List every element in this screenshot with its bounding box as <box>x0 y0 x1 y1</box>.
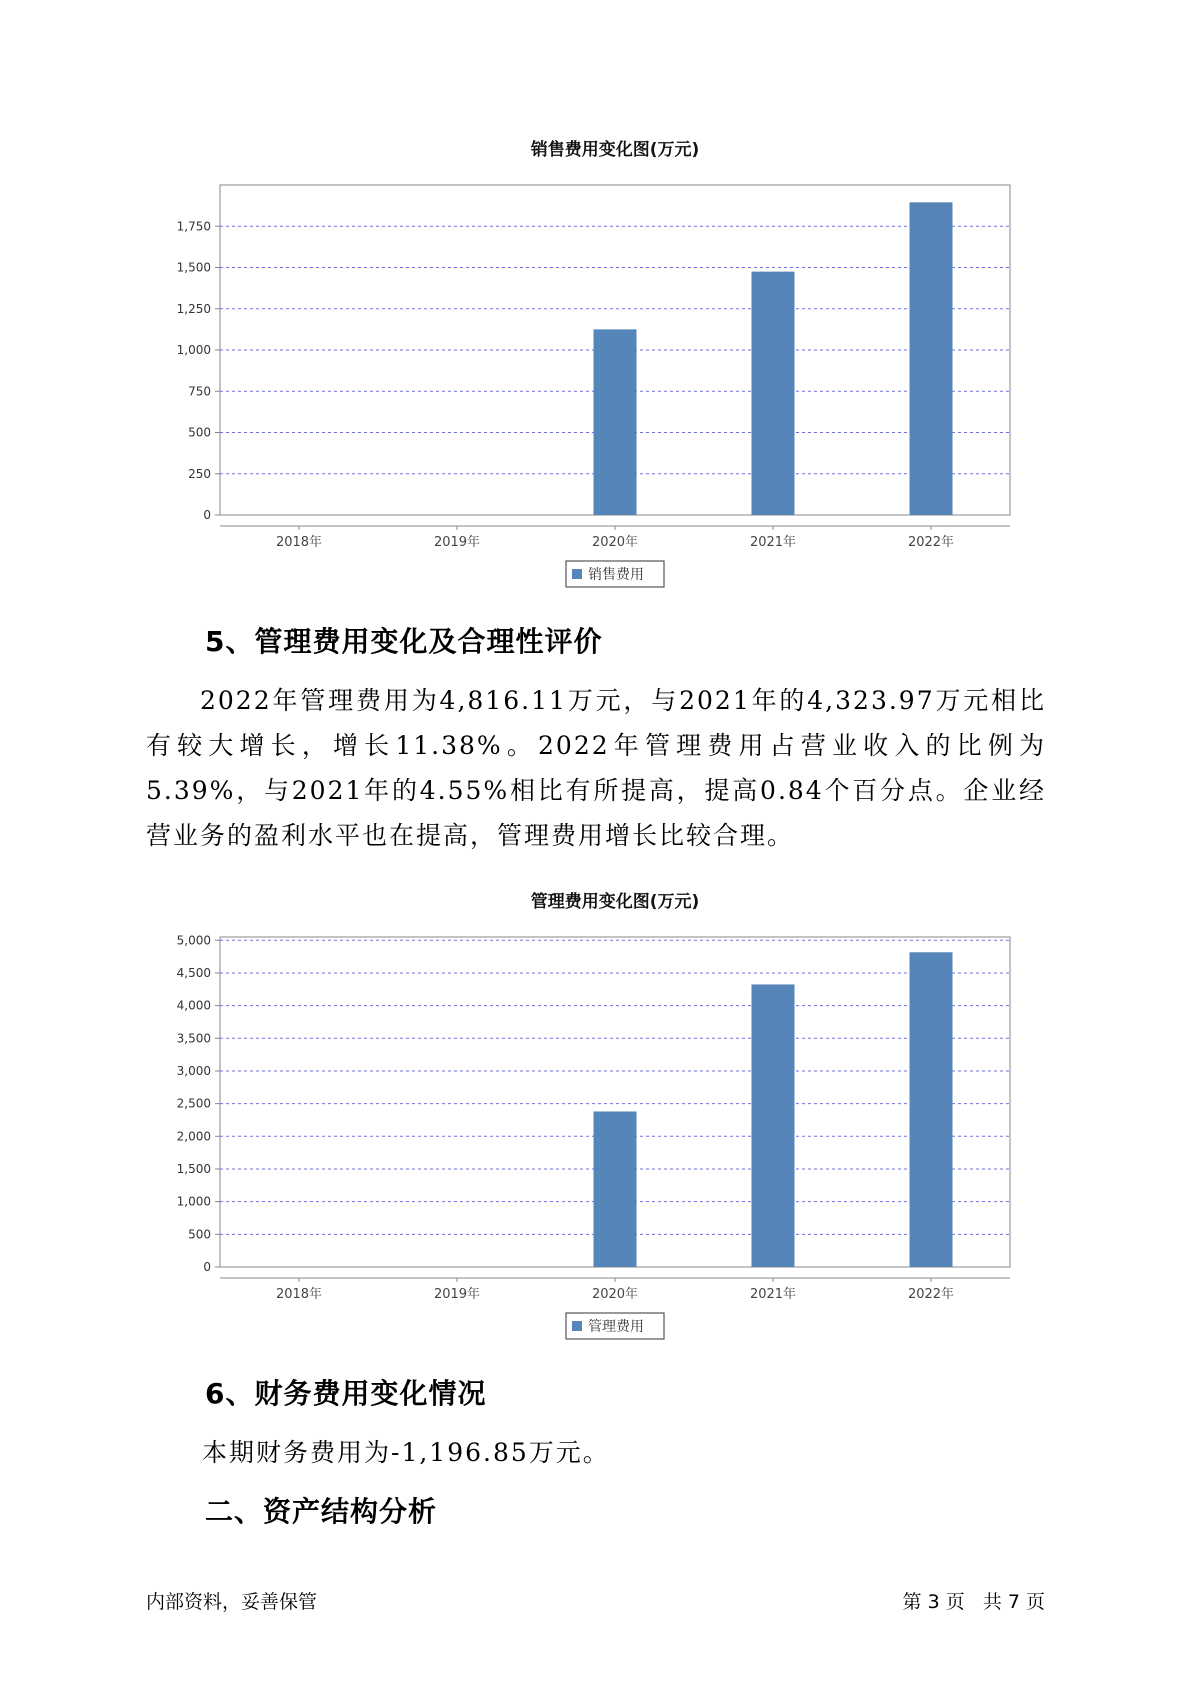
x-tick-label: 2021年 <box>749 535 797 550</box>
management-expense-chart <box>0 882 1191 1342</box>
y-tick-label: 4,000 <box>176 998 211 1013</box>
bar-2020年 <box>594 1111 637 1267</box>
y-tick-label: 3,000 <box>176 1063 211 1078</box>
y-tick-label: 500 <box>188 425 211 440</box>
section-5-paragraph: 2022年管理费用为4,816.11万元，与2021年的4,323.97万元相比有较大增长，增长11.38%。2022年管理费用占营业收入的比例为5.39%，与2021年的4.55%相比有所提高，提高0.84个百分点。企业经营业务的盈利水平也在提高，管理费用增长比较合理。 <box>146 686 1046 850</box>
y-tick-label: 1,250 <box>176 301 211 316</box>
legend-swatch <box>572 569 582 579</box>
y-tick-label: 1,000 <box>176 343 211 357</box>
y-tick-label: 500 <box>188 1227 211 1242</box>
management-expense-chart-svg <box>0 882 1191 1342</box>
sales-expense-chart-svg <box>0 130 1191 590</box>
x-tick-label: 2019年 <box>433 535 481 550</box>
x-tick-label: 2019年 <box>433 1287 481 1302</box>
bar-2020年 <box>594 329 637 515</box>
chart-title: 管理费用变化图(万元) <box>530 892 700 912</box>
chart-title: 销售费用变化图(万元) <box>530 140 700 160</box>
bar-2022年 <box>910 202 953 515</box>
x-tick-label: 2022年 <box>907 1287 955 1302</box>
y-tick-label: 3,500 <box>176 1031 211 1046</box>
y-tick-label: 750 <box>188 384 211 399</box>
y-tick-label: 5,000 <box>176 933 211 948</box>
footer-confidential-note: 内部资料，妥善保管 <box>146 1591 318 1613</box>
y-tick-label: 0 <box>203 1260 211 1274</box>
y-tick-label: 0 <box>203 508 211 522</box>
y-tick-label: 2,500 <box>176 1096 211 1111</box>
section-5-heading: 5、管理费用变化及合理性评价 <box>205 625 603 658</box>
y-tick-label: 1,500 <box>176 260 211 275</box>
x-tick-label: 2022年 <box>907 535 955 550</box>
asset-structure-heading: 二、资产结构分析 <box>205 1495 438 1528</box>
section-6-heading: 6、财务费用变化情况 <box>205 1377 487 1410</box>
legend-label: 管理费用 <box>588 1319 644 1335</box>
legend-label: 销售费用 <box>588 567 644 583</box>
bar-2021年 <box>752 272 795 515</box>
legend-swatch <box>572 1321 582 1331</box>
sales-expense-chart <box>0 130 1191 590</box>
y-tick-label: 4,500 <box>176 965 211 980</box>
y-tick-label: 1,750 <box>176 219 211 234</box>
bar-2021年 <box>752 984 795 1267</box>
x-tick-label: 2018年 <box>275 535 323 550</box>
x-tick-label: 2020年 <box>591 535 639 550</box>
section-6-paragraph: 本期财务费用为-1,196.85万元。 <box>202 1438 610 1467</box>
x-tick-label: 2020年 <box>591 1287 639 1302</box>
y-tick-label: 1,500 <box>176 1161 211 1176</box>
x-tick-label: 2018年 <box>275 1287 323 1302</box>
footer-page-number: 第 3 页 共 7 页 <box>902 1591 1045 1613</box>
bar-2022年 <box>910 952 953 1267</box>
y-tick-label: 250 <box>188 466 211 481</box>
x-tick-label: 2021年 <box>749 1287 797 1302</box>
y-tick-label: 1,000 <box>176 1194 211 1209</box>
y-tick-label: 2,000 <box>176 1129 211 1144</box>
